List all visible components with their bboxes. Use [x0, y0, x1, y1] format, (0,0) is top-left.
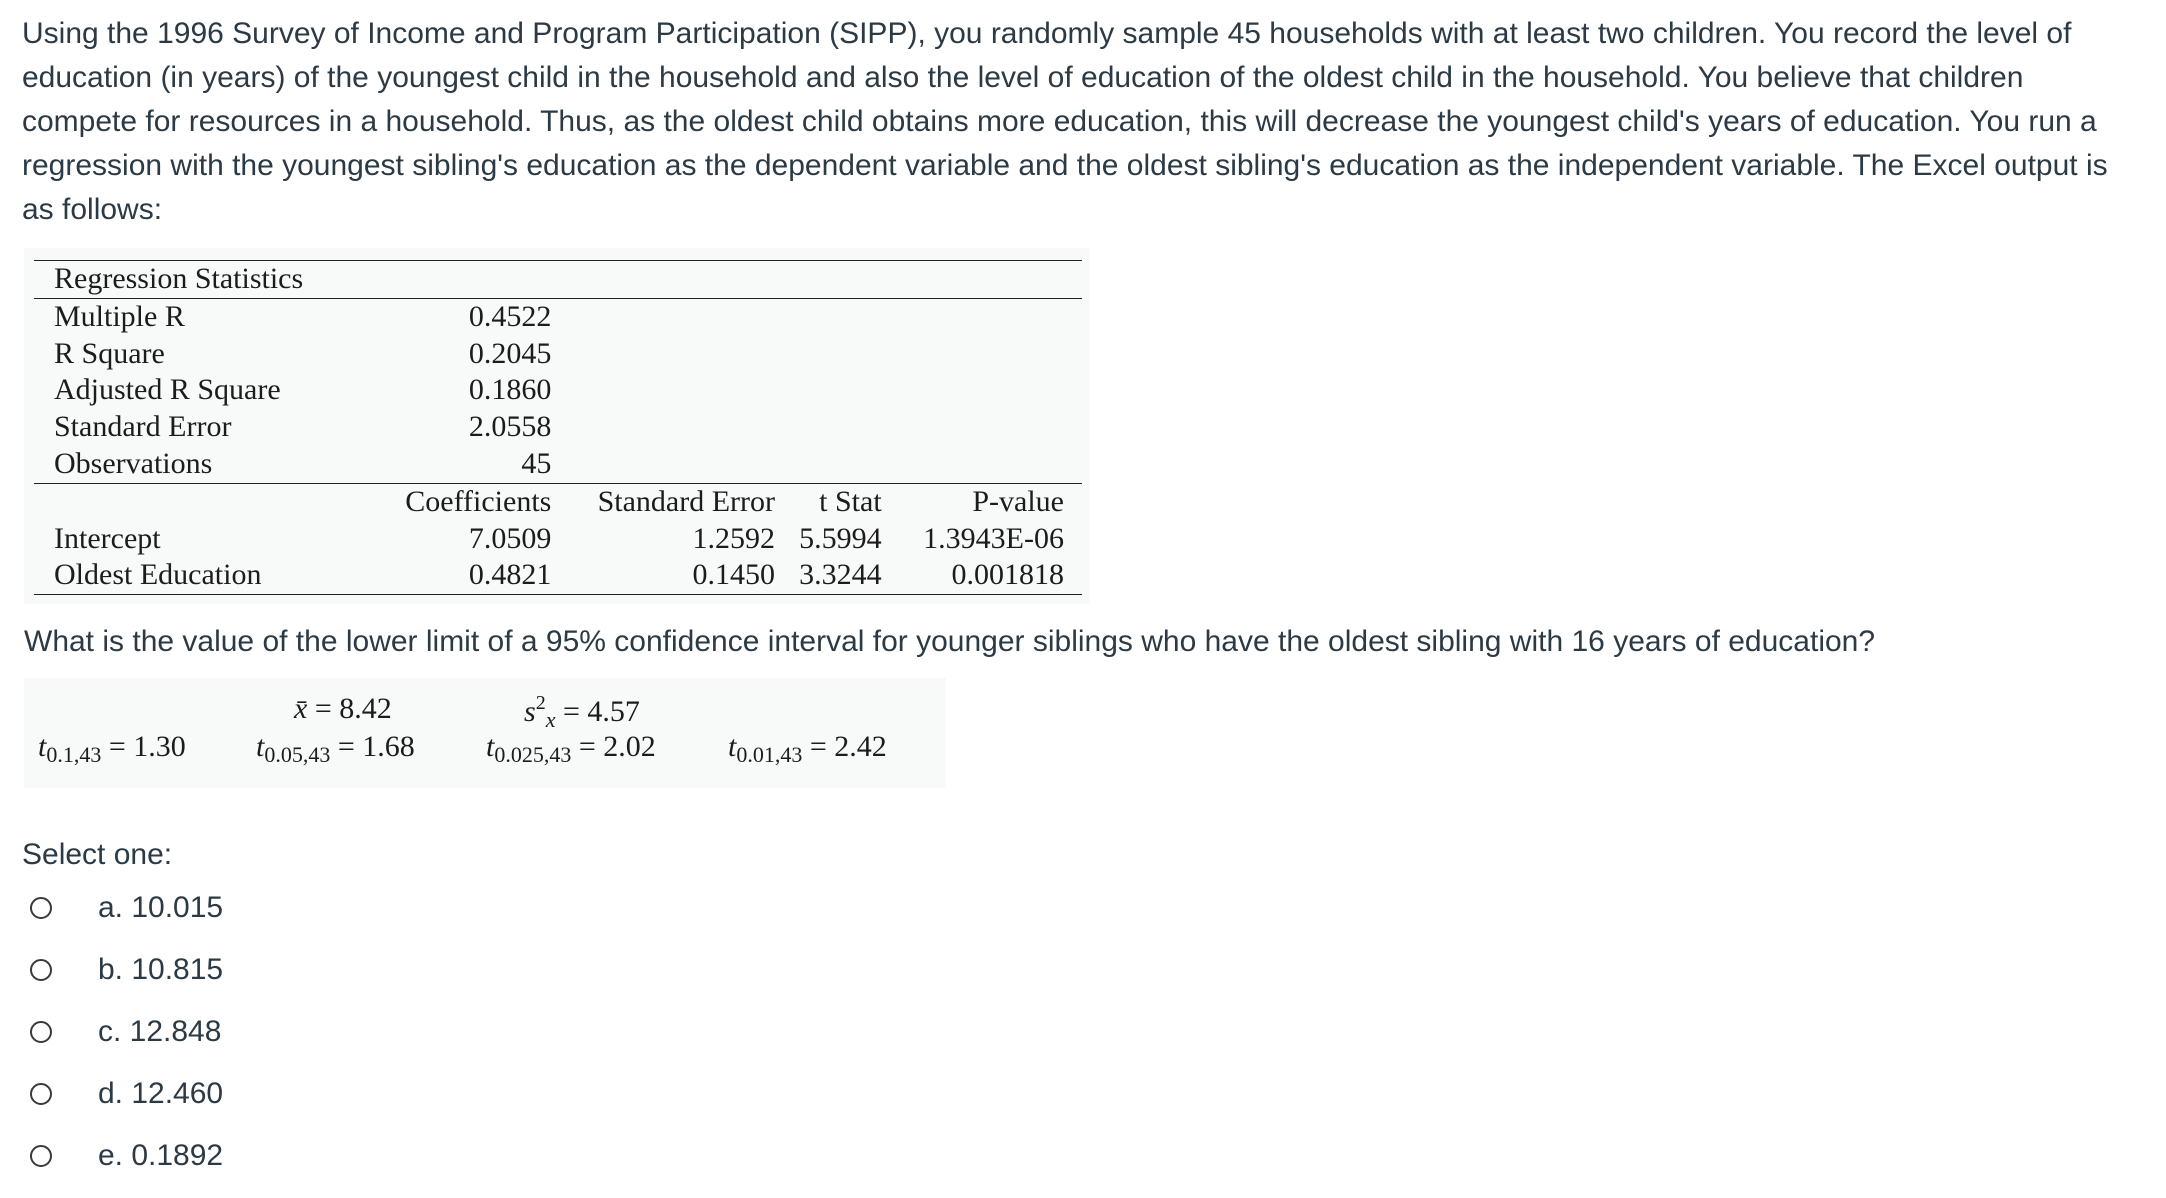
- radio-button[interactable]: [30, 1145, 52, 1167]
- coef-label: Oldest Education: [34, 557, 368, 594]
- stat-value: 45: [521, 446, 552, 480]
- coef-header: t Stat: [777, 483, 884, 520]
- t-value: 5.5994: [799, 521, 882, 555]
- coef-row: [34, 557, 1082, 594]
- regression-table: [34, 260, 1082, 595]
- stat-label: R Square: [54, 336, 165, 370]
- stat-label: Adjusted R Square: [54, 373, 281, 407]
- answer-option-b[interactable]: [30, 948, 223, 992]
- t-critical-value: = 1.68: [337, 730, 415, 763]
- t-critical-2: $t_{0.05,43} = 1.68$: [256, 730, 415, 767]
- se-value: 0.1450: [553, 557, 777, 594]
- stats-row: [34, 298, 1082, 335]
- stat-label: Observations: [54, 446, 213, 480]
- variance-exponent: 2: [535, 692, 546, 714]
- variance-subscript: x: [545, 707, 556, 732]
- stat-value: 0.4522: [468, 299, 552, 333]
- formula-panel: [24, 678, 946, 788]
- regression-output: [24, 248, 1090, 604]
- answer-option-e[interactable]: [30, 1134, 223, 1178]
- answer-option-c[interactable]: [30, 1010, 221, 1054]
- t-critical-subscript: 0.025,43: [494, 742, 572, 767]
- coef-header: Coefficients: [368, 483, 553, 520]
- answer-option-a[interactable]: [30, 886, 223, 930]
- answer-option-d[interactable]: [30, 1072, 223, 1116]
- stats-title-row: [34, 261, 1082, 299]
- p-value: 0.001818: [884, 557, 1082, 594]
- t-critical-subscript: 0.01,43: [736, 742, 803, 767]
- radio-button[interactable]: [30, 897, 52, 919]
- radio-button[interactable]: [30, 1083, 52, 1105]
- se-value: 1.2592: [692, 521, 776, 555]
- radio-button[interactable]: [30, 959, 52, 981]
- coef-row: [34, 521, 1082, 558]
- question-text: Using the 1996 Survey of Income and Program Participation (SIPP), you randomly sample 45 households with at least two children. You record the level of education (in years) of the youngest child in the household and also the level of education of the oldest child in the household. You believe that children compete for resources in a household. Thus, as the oldest child obtains more education, this will decrease the youngest child's years of education. You run a regression with the youngest sibling's education as the dependent variable and the oldest sibling's education as the independent variable. The Excel output is as follows:: [22, 17, 2108, 226]
- stats-row: [34, 336, 1082, 373]
- stat-value: 0.1860: [468, 373, 552, 407]
- select-one-prompt: Select one:: [22, 838, 173, 871]
- coef-header: Standard Error: [553, 483, 777, 520]
- stats-row: [34, 409, 1082, 446]
- t-critical-3: $t_{0.025,43} = 2.02$: [486, 730, 656, 767]
- coef-header: P-value: [884, 483, 1082, 520]
- answer-label[interactable]: c. 12.848: [98, 1015, 222, 1048]
- t-critical-value: = 2.42: [809, 730, 887, 763]
- t-critical-subscript: 0.1,43: [46, 742, 102, 767]
- t-critical-value: = 2.02: [578, 730, 656, 763]
- stat-label: Standard Error: [54, 410, 232, 444]
- subquestion-text: What is the value of the lower limit of a 95% confidence interval for younger siblings who have the oldest sibling with 16 years of education?: [24, 625, 1876, 658]
- coef-header-row: [34, 483, 1082, 520]
- coef-label: Intercept: [54, 521, 161, 555]
- stat-value: 0.2045: [468, 336, 552, 370]
- variance-symbol: s: [524, 695, 536, 728]
- t-critical-1: $t_{0.1,43} = 1.30$: [38, 730, 186, 767]
- t-critical-value: = 1.30: [108, 730, 186, 763]
- answer-label[interactable]: e. 0.1892: [98, 1139, 224, 1172]
- radio-button[interactable]: [30, 1021, 52, 1043]
- answer-label[interactable]: d. 12.460: [98, 1077, 224, 1110]
- coef-value: 7.0509: [468, 521, 552, 555]
- stats-title: Regression Statistics: [34, 261, 368, 299]
- stats-row: [34, 446, 1082, 483]
- coef-value: 0.4821: [368, 557, 553, 594]
- answer-label[interactable]: a. 10.015: [98, 891, 224, 924]
- xbar-value: = 8.42: [314, 692, 392, 725]
- answer-label[interactable]: b. 10.815: [98, 953, 224, 986]
- variance-formula: [524, 692, 640, 733]
- variance-value: = 4.57: [562, 695, 640, 728]
- stat-value: 2.0558: [468, 410, 552, 444]
- p-value: 1.3943E-06: [923, 521, 1064, 555]
- xbar-symbol: x̄: [294, 692, 308, 725]
- t-value: 3.3244: [777, 557, 884, 594]
- xbar-formula: [294, 692, 392, 726]
- stat-label: Multiple R: [54, 299, 185, 333]
- stats-row: [34, 372, 1082, 409]
- t-critical-subscript: 0.05,43: [264, 742, 331, 767]
- t-critical-4: $t_{0.01,43} = 2.42$: [728, 730, 887, 767]
